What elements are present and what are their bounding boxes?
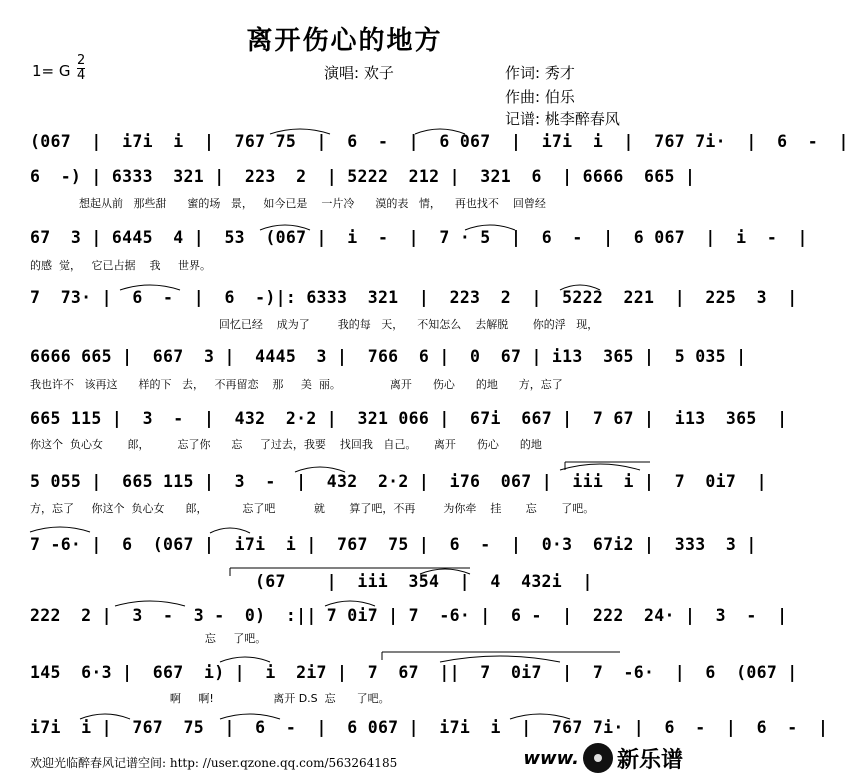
- score-line-5: 6666 665 | 667 3 | 4445 3 | 766 6 | 0 67 | i13 365 | 5 035 |: [30, 347, 747, 366]
- singer-credit: 演唱: 欢子: [324, 64, 394, 82]
- key-signature: 1= G: [32, 62, 71, 80]
- page-title: 离开伤心的地方: [246, 26, 443, 56]
- composer-credit: 作曲: 伯乐: [505, 88, 575, 106]
- time-signature-top: 2: [77, 53, 86, 68]
- lyric-line-2: 想起从前 那些甜 蜜的场 景， 如今已是 一片冷 漠的表 情， 再也找不 回曾经: [30, 197, 546, 210]
- logo-brand-text: 新乐谱: [616, 747, 683, 773]
- time-signature-bottom: 4: [77, 68, 86, 83]
- score-line-11: 145 6·3 | 667 i) | i 2i7 | 7 67 || 7 0i7 | 7 -6· | 6 (067 |: [30, 663, 798, 682]
- score-line-3: 67 3 | 6445 4 | 53 (067 | i - | 7 · 5 | 6 - | 6 067 | i - |: [30, 228, 808, 247]
- score-line-8: 7 -6· | 6 (067 | i7i i | 767 75 | 6 - | 0·3 67i2 | 333 3 |: [30, 535, 757, 554]
- score-line-12: i7i i | 767 75 | 6 - | 6 067 | i7i i | 767 7i· | 6 - | 6 - |: [30, 718, 829, 737]
- lyric-line-5: 我也许不 该再这 样的下 去， 不再留恋 那 美 丽。 离开 伤心 的地 方，忘了: [30, 378, 563, 391]
- site-logo: [523, 738, 683, 778]
- lyric-line-11: 啊 啊! 离开 D.S 忘 了吧。: [30, 692, 390, 705]
- footer-text: 欢迎光临醉春风记谱空间: http: //user.qzone.qq.com/563264185: [30, 756, 398, 770]
- score-line-10: 222 2 | 3 - 3 - 0) :|| 7 0i7 | 7 -6· | 6 - | 222 24· | 3 - |: [30, 606, 788, 625]
- score-line-1: (067 | i7i i | 767 75 | 6 - | 6 067 | i7i i | 767 7i· | 6 - |: [30, 132, 849, 151]
- lyric-line-10: 忘 了吧。: [30, 632, 267, 645]
- score-line-2: 6 -) | 6333 321 | 223 2 | 5222 212 | 321 6 | 6666 665 |: [30, 167, 696, 186]
- score-line-7: 5 055 | 665 115 | 3 - | 432 2·2 | i76 067 | iii i | 7 0i7 |: [30, 472, 767, 491]
- transcriber-credit: 记谱: 桃李醉春风: [505, 110, 620, 128]
- score-line-4: 7 73· | 6 - | 6 -)|: 6333 321 | 223 2 | 5222 221 | 225 3 |: [30, 288, 798, 307]
- lyric-line-4: 回忆已经 成为了 我的每 天， 不知怎么 去解脱 你的浮 现，: [30, 318, 599, 331]
- lyric-line-3: 的感 觉， 它已占据 我 世界。: [30, 259, 211, 272]
- lyric-line-7: 方，忘了 你这个 负心女 郎， 忘了吧 就 算了吧，不再 为你牵 挂 忘 了吧。: [30, 502, 595, 515]
- score-line-6: 665 115 | 3 - | 432 2·2 | 321 066 | 67i 667 | 7 67 | i13 365 |: [30, 409, 788, 428]
- lyric-line-6: 你这个 负心女 郎， 忘了你 忘 了过去，我要 找回我 自己。 离开 伤心 的地: [30, 438, 542, 451]
- logo-url-text: www.: [523, 747, 579, 769]
- lyricist-credit: 作词: 秀才: [505, 64, 575, 82]
- score-line-9: (67 | iii 354 | 4 432i |: [255, 572, 593, 591]
- music-disc-icon: [583, 743, 613, 773]
